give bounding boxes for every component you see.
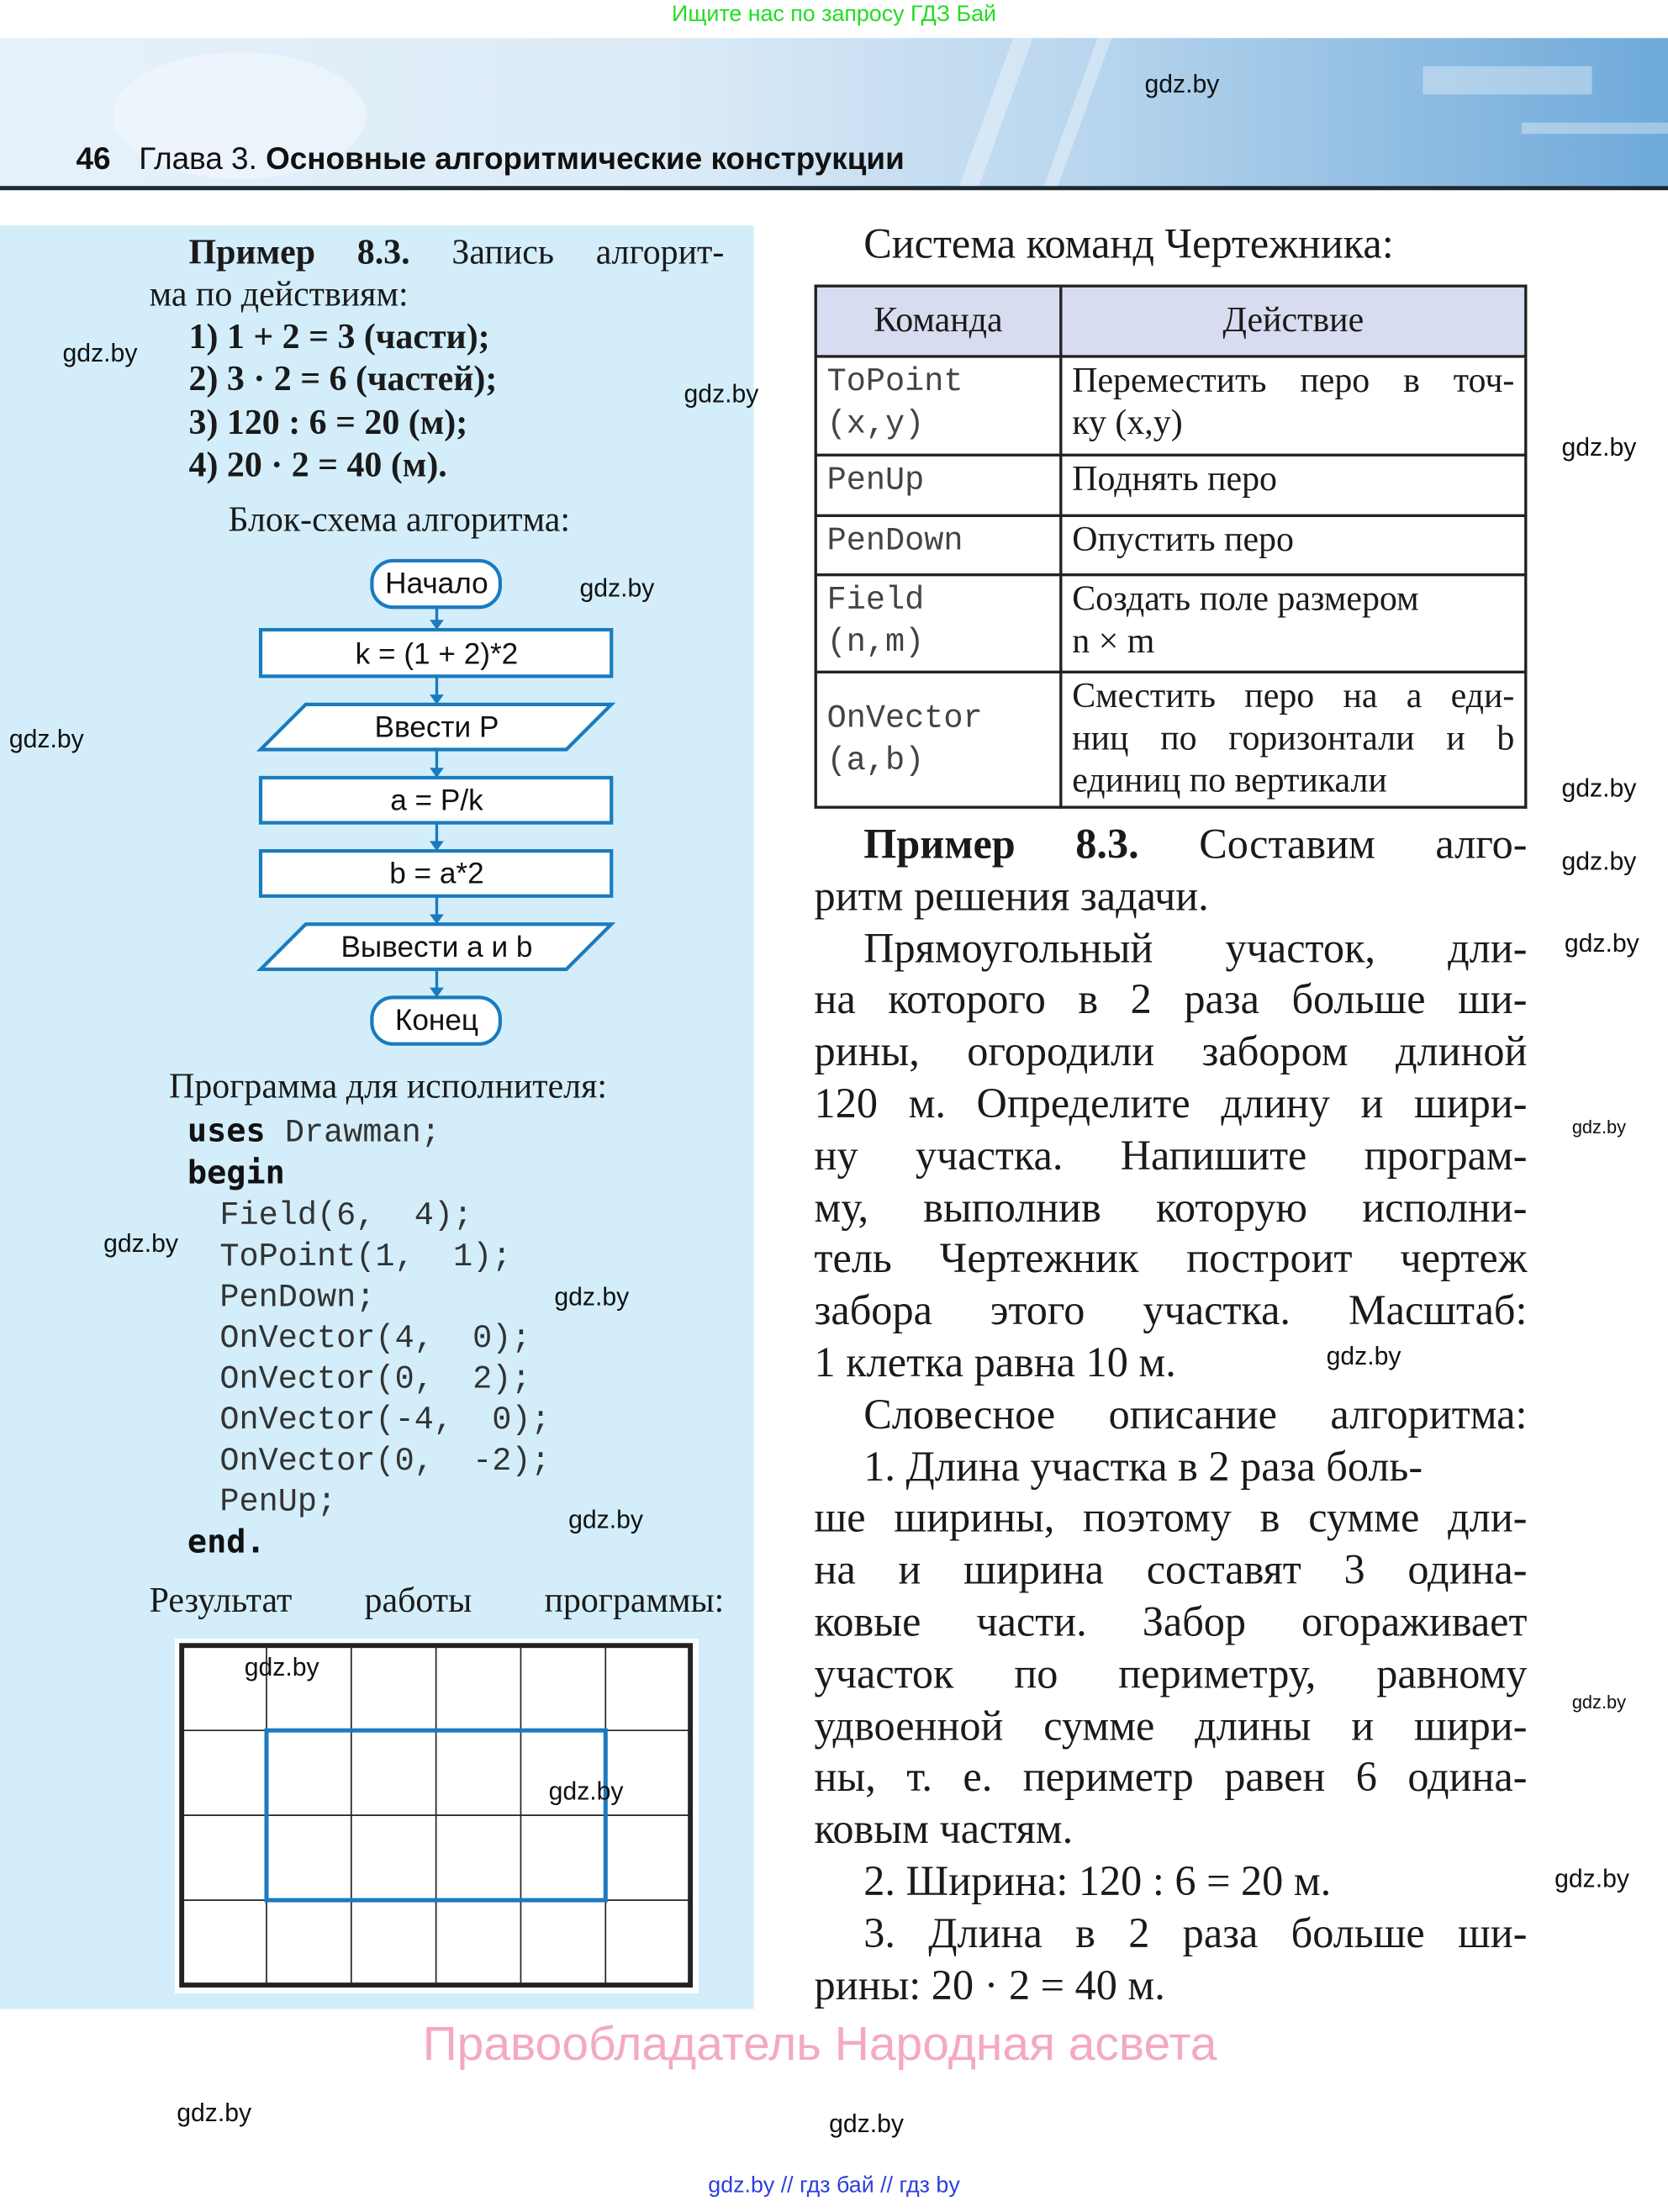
command-cell — [816, 575, 1061, 673]
code-text: OnVector(-4, 0); — [219, 1402, 551, 1439]
flowchart-start-label: Начало — [385, 567, 488, 600]
body-text-line — [815, 1494, 1528, 1544]
text: 2. Ширина: 120 : 6 = 20 м. — [863, 1858, 1332, 1905]
watermark: gdz.by — [568, 1505, 643, 1534]
body-text-line — [815, 1338, 1176, 1389]
command-text: (x,y) — [826, 405, 925, 443]
watermark: gdz.by — [62, 339, 138, 367]
watermark: gdz.by — [548, 1776, 624, 1806]
action-text: единиц по вертикали — [1072, 762, 1387, 800]
watermark: gdz.by — [244, 1653, 319, 1681]
text: рины, огородили забором длиной — [814, 1028, 1528, 1075]
table-row — [816, 455, 1526, 515]
watermark: gdz.by — [1561, 847, 1637, 876]
code-keyword: uses — [187, 1112, 266, 1150]
body-text-line — [815, 1235, 1528, 1285]
code-text: Field(6, 4); — [219, 1197, 473, 1234]
page-number: 46 — [76, 140, 111, 177]
text: му, выполнив которую исполни- — [814, 1184, 1528, 1231]
body-text-line — [815, 1702, 1528, 1752]
watermark: gdz.by — [1561, 773, 1637, 803]
chapter-label: Глава 3. — [139, 140, 257, 177]
watermark: gdz.by — [684, 379, 759, 409]
watermark: gdz.by — [579, 573, 655, 603]
code-line — [187, 1154, 285, 1196]
watermark: gdz.by — [8, 725, 84, 753]
watermark: gdz.by — [1564, 929, 1639, 958]
flowchart-input-label: Ввести P — [374, 710, 499, 744]
table-row — [816, 515, 1526, 574]
body-text-line — [815, 1442, 1423, 1492]
code-line — [219, 1401, 550, 1442]
body-text-line — [815, 1080, 1528, 1130]
action-cell — [1061, 515, 1526, 574]
body-text-line — [815, 1546, 1528, 1597]
text: 1. Длина участка в 2 раза боль- — [863, 1443, 1423, 1491]
watermark: gdz.by — [829, 2109, 905, 2138]
watermark: gdz.by — [103, 1229, 179, 1258]
action-text: Сместить перо на a еди- — [1072, 678, 1515, 716]
action-text: ниц по горизонтали и b — [1072, 720, 1515, 758]
program-title: Программа для исполнителя: — [169, 1068, 608, 1106]
text: ны, т. е. периметр равен 6 одина- — [814, 1754, 1528, 1802]
table-row — [816, 672, 1526, 807]
code-text: PenUp; — [219, 1483, 337, 1521]
action-text: Поднять перо — [1072, 460, 1277, 499]
program-code — [187, 1111, 551, 1565]
code-line — [219, 1482, 336, 1523]
example-heading — [815, 820, 1528, 870]
command-text: OnVector — [826, 699, 983, 737]
watermark: gdz.by — [554, 1282, 630, 1312]
body-text-line — [815, 924, 1528, 974]
code-text: OnVector(0, 2); — [219, 1360, 531, 1398]
text: ше ширины, поэтому в сумме дли- — [814, 1495, 1528, 1542]
example-label: Пример 8.3. — [863, 821, 1139, 868]
watermark: gdz.by — [1144, 69, 1220, 98]
text: 3. Длина в 2 раза больше ши- — [863, 1909, 1528, 1957]
code-text: ToPoint(1, 1); — [219, 1238, 512, 1275]
code-keyword: begin — [187, 1155, 285, 1192]
step-2: 2) 3 · 2 = 6 (частей); — [188, 360, 498, 399]
text: участок по периметру, равному — [814, 1650, 1528, 1697]
body-text-line — [815, 1131, 1528, 1181]
command-cell — [816, 515, 1061, 574]
flowchart-output-label: Вывести a и b — [340, 930, 533, 963]
table-header-command: Команда — [816, 286, 1061, 356]
code-line — [219, 1196, 472, 1238]
code-line — [187, 1111, 441, 1154]
watermark: gdz.by — [1561, 433, 1637, 462]
command-cell — [816, 356, 1061, 455]
body-text-line — [815, 1286, 1528, 1337]
text: на которого в 2 раза больше ши- — [814, 976, 1528, 1024]
body-text-line — [815, 1753, 1528, 1803]
body-text-line — [815, 1597, 1528, 1648]
action-text: Переместить перо в точ- — [1072, 362, 1515, 400]
text: ритм решения задачи. — [814, 873, 1209, 920]
body-text-line — [815, 1650, 1528, 1700]
code-keyword: end. — [187, 1524, 266, 1561]
command-text: PenUp — [826, 462, 925, 499]
top-ad-link[interactable]: Ищите нас по запросу ГДЗ Бай — [672, 3, 996, 27]
code-line — [219, 1278, 375, 1319]
text: Прямоугольный участок, дли- — [863, 925, 1528, 972]
step-4: 4) 20 · 2 = 40 (м). — [188, 446, 447, 485]
body-text-line — [815, 1961, 1165, 2011]
watermark: gdz.by — [1326, 1342, 1401, 1370]
flowchart-a-label: a = P/k — [390, 784, 483, 817]
watermark: gdz.by — [1571, 1691, 1627, 1713]
text: 120 м. Определите длину и шири- — [814, 1080, 1528, 1127]
body-text-line — [815, 1908, 1528, 1959]
action-text: ку (x,y) — [1072, 404, 1183, 443]
command-cell — [816, 672, 1061, 807]
watermark: gdz.by — [1571, 1116, 1627, 1138]
command-text: Field — [826, 582, 925, 619]
copyright-notice: Правообладатель Народная асвета — [422, 2017, 1217, 2072]
code-line — [219, 1441, 550, 1482]
action-cell — [1061, 575, 1526, 673]
code-text: OnVector(0, -2); — [219, 1442, 551, 1480]
table-row — [816, 575, 1526, 673]
action-cell — [1061, 455, 1526, 515]
body-text-line — [815, 1183, 1528, 1233]
command-cell — [816, 455, 1061, 515]
code-line — [219, 1237, 511, 1278]
table-row — [816, 356, 1526, 455]
text: на и ширина составят 3 одина- — [814, 1547, 1528, 1594]
text: Пример 8.3. Составим алго- — [863, 821, 1528, 868]
table-title: Система команд Чертежника: — [863, 221, 1394, 268]
code-text: OnVector(4, 0); — [219, 1320, 531, 1357]
body-text-line — [815, 1857, 1332, 1908]
body-text-line — [815, 1805, 1074, 1856]
example-text: Запись алгорит- — [451, 234, 725, 272]
example-text-2: ма по действиям: — [149, 276, 409, 314]
code-text: PenDown; — [219, 1279, 376, 1317]
step-1: 1) 1 + 2 = 3 (части); — [188, 318, 490, 356]
result-title: Результат работы программы: — [149, 1581, 725, 1621]
action-text: Создать поле размером — [1072, 580, 1419, 619]
body-text-line — [815, 872, 1209, 922]
table-header-action: Действие — [1061, 286, 1526, 356]
flowchart-title: Блок-схема алгоритма: — [228, 501, 571, 540]
command-text: (a,b) — [826, 742, 925, 779]
code-line — [219, 1359, 530, 1401]
code-text: Drawman; — [265, 1114, 441, 1152]
text: забора этого участка. Масштаб: — [814, 1287, 1528, 1335]
commands-table — [815, 284, 1528, 808]
action-cell — [1061, 672, 1526, 807]
text: удвоенной сумме длины и шири- — [814, 1703, 1528, 1750]
action-text: n × m — [1072, 622, 1155, 661]
flowchart-end-label: Конец — [394, 1003, 479, 1037]
body-text-line — [815, 975, 1528, 1026]
text: ковые части. Забор огораживает — [814, 1598, 1528, 1646]
step-3: 3) 120 : 6 = 20 (м); — [188, 404, 468, 443]
flowchart-k-label: k = (1 + 2)*2 — [355, 637, 519, 671]
footer-links[interactable]: gdz.by // гдз бай // гдз by — [708, 2173, 960, 2199]
text: Словесное описание алгоритма: — [863, 1391, 1528, 1439]
text: 1 клетка равна 10 м. — [814, 1339, 1176, 1386]
example-label: Пример 8.3. — [188, 234, 410, 272]
flowchart-b-label: b = a*2 — [389, 857, 484, 890]
action-cell — [1061, 356, 1526, 455]
text: рины: 20 · 2 = 40 м. — [814, 1961, 1165, 2009]
text: ну участка. Напишите програм- — [814, 1132, 1528, 1180]
body-text-line — [815, 1391, 1528, 1441]
body-text-line — [815, 1027, 1528, 1078]
code-line — [219, 1318, 530, 1359]
watermark: gdz.by — [177, 2098, 252, 2127]
text: ковым частям. — [814, 1806, 1074, 1853]
command-text: ToPoint — [826, 363, 963, 400]
watermark: gdz.by — [1555, 1864, 1629, 1893]
command-text: PenDown — [826, 522, 963, 560]
chapter-title: Основные алгоритмические конструкции — [266, 140, 905, 177]
text: тель Чертежник построит чертеж — [814, 1236, 1528, 1283]
code-line — [187, 1523, 266, 1565]
result-grid — [175, 1639, 699, 1993]
action-text: Опустить перо — [1072, 521, 1294, 560]
command-text: (n,m) — [826, 624, 925, 661]
